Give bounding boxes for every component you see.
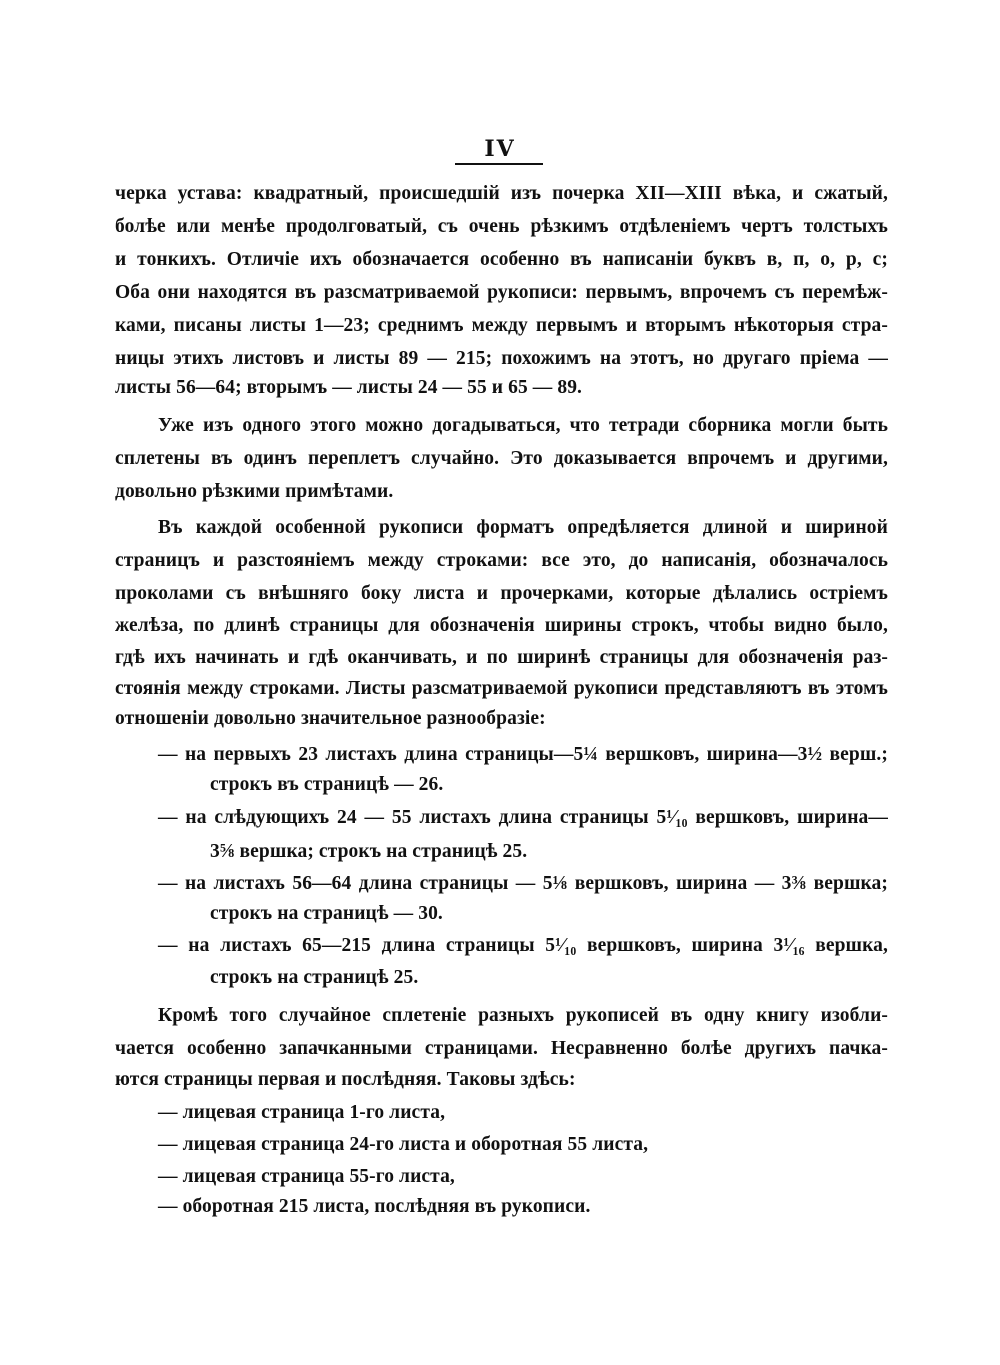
text-line: отношеніи довольно значительное разнообразіе: [115, 708, 546, 729]
list-item-continuation: строкъ въ страницѣ — 26. [210, 774, 444, 795]
list-item: — лицевая страница 1-го листа, [158, 1102, 446, 1123]
text-line: стоянія между строками. Листы разсматриваемой рукописи представляютъ въ этомъ [115, 678, 888, 699]
list-item: — на первыхъ 23 листахъ длина страницы—5¼ вершковъ, ширина—3½ верш.; [158, 744, 888, 765]
list-item-continuation: строкъ на страницѣ — 30. [210, 903, 443, 924]
page-number-rule [455, 163, 543, 165]
list-item: — на слѣдующихъ 24 — 55 листахъ длина страницы 5¹⁄₁₀ вершковъ, ширина— [158, 807, 888, 828]
text-line: Въ каждой особенной рукописи форматъ опредѣляется длиной и шириной [158, 517, 888, 538]
text-line: ками, писаны листы 1—23; среднимъ между первымъ и вторымъ нѣкоторыя стра- [115, 315, 888, 336]
text-line: Оба они находятся въ разсматриваемой рукописи: первымъ, впрочемъ съ перемѣж- [115, 282, 888, 303]
text-line: желѣза, по длинѣ страницы для обозначенія ширины строкъ, чтобы видно было, [115, 615, 888, 636]
text-line: Уже изъ одного этого можно догадываться, что тетради сборника могли быть [158, 415, 888, 436]
text-line: страницъ и разстояніемъ между строками: все это, до написанія, обозначалось [115, 550, 888, 571]
text-line: Кромѣ того случайное сплетеніе разныхъ рукописей въ одну книгу изобли- [158, 1005, 888, 1026]
list-item: — лицевая страница 24-го листа и оборотная 55 листа, [158, 1134, 649, 1155]
text-line: листы 56—64; вторымъ — листы 24 — 55 и 65 — 89. [115, 377, 583, 398]
list-item: — на листахъ 56—64 длина страницы — 5⅛ вершковъ, ширина — 3⅜ вершка; [158, 873, 888, 894]
text-line: черка устава: квадратный, происшедшій изъ почерка XII—XIII вѣка, и сжатый, [115, 183, 888, 204]
page-number: IV [484, 136, 516, 162]
list-item: — на листахъ 65—215 длина страницы 5¹⁄₁₀ вершковъ, ширина 3¹⁄₁₆ вершка, [158, 935, 888, 956]
text-line: болѣе или менѣе продолговатый, съ очень рѣзкимъ отдѣленіемъ чертъ толстыхъ [115, 216, 888, 237]
list-item-continuation: 3⅝ вершка; строкъ на страницѣ 25. [210, 841, 528, 862]
list-item: — оборотная 215 листа, послѣдняя въ рукописи. [158, 1196, 591, 1217]
text-line: довольно рѣзкими примѣтами. [115, 481, 394, 502]
text-line: ются страницы первая и послѣдняя. Таковы здѣсь: [115, 1069, 576, 1090]
text-line: гдѣ ихъ начинать и гдѣ оканчивать, и по ширинѣ страницы для обозначенія раз- [115, 647, 888, 668]
text-line: чается особенно запачканными страницами. Несравненно болѣе другихъ пачка- [115, 1038, 888, 1059]
list-item-continuation: строкъ на страницѣ 25. [210, 967, 419, 988]
list-item: — лицевая страница 55-го листа, [158, 1166, 455, 1187]
text-line: сплетены въ одинъ переплетъ случайно. Это доказывается впрочемъ и другими, [115, 448, 888, 469]
text-line: ницы этихъ листовъ и листы 89 — 215; похожимъ на этотъ, но другаго пріема — [115, 348, 888, 369]
text-line: проколами съ внѣшняго боку листа и прочерками, которые дѣлались остріемъ [115, 583, 888, 604]
text-line: и тонкихъ. Отличіе ихъ обозначается особенно въ написаніи буквъ в, п, о, р, с; [115, 249, 888, 270]
